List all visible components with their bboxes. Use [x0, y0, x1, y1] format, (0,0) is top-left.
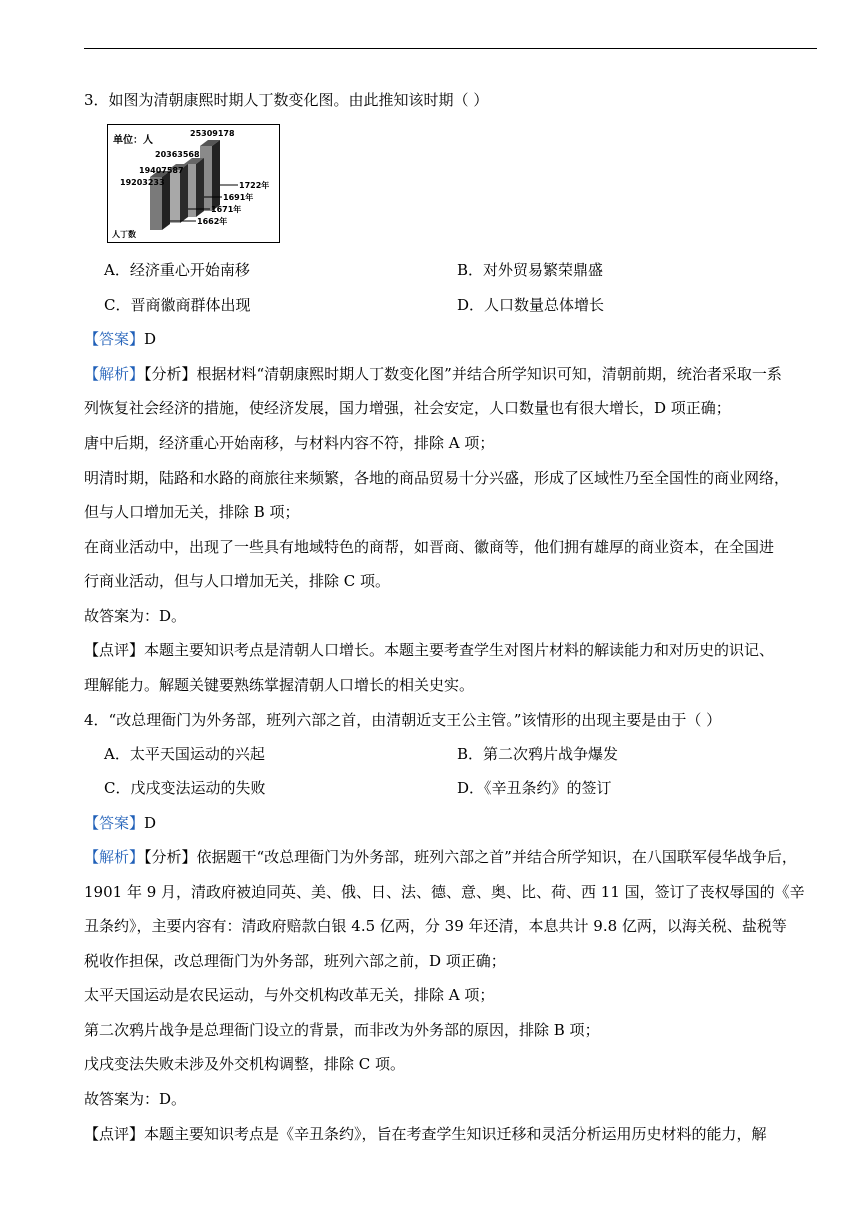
q4-analysis-line-4: 税收作担保，改总理衙门为外务部，班列六部之前，D 项正确； [84, 952, 506, 970]
year-1691: 1691年 [223, 193, 254, 202]
q3-option-b[interactable]: B．对外贸易繁荣鼎盛 [457, 261, 604, 279]
q4-answer [84, 813, 156, 833]
analysis-tag: 【解析】 [84, 848, 145, 866]
q4-option-d[interactable]: D．《辛丑条约》的签订 [457, 779, 612, 797]
q4-analysis-line-5: 太平天国运动是农民运动，与外交机构改革无关，排除 A 项； [84, 986, 495, 1004]
year-1662: 1662年 [197, 217, 228, 226]
q3-analysis-line-2: 列恢复社会经济的措施，使经济发展，国力增强，社会安定，人口数量也有很大增长，D 项正确； [84, 399, 731, 417]
q4-analysis-line-3: 丑条约》，主要内容有：清政府赔款白银 4.5 亿两，分 39 年还清，本息共计 9.8 亿两，以海关税、盐税等 [84, 917, 787, 935]
q3-analysis-line-7: 行商业活动，但与人口增加无关，排除 C 项。 [84, 572, 391, 590]
q3-answer [84, 329, 156, 349]
year-1722: 1722年 [239, 181, 270, 190]
answer-value: D [144, 814, 157, 832]
q3-option-a[interactable]: A．经济重心开始南移 [104, 261, 250, 279]
q4-analysis-line-6: 第二次鸦片战争是总理衙门设立的背景，而非改为外务部的原因，排除 B 项； [84, 1021, 600, 1039]
q3-analysis-line-3: 唐中后期，经济重心开始南移，与材料内容不符，排除 A 项； [84, 434, 495, 452]
q4-option-b[interactable]: B．第二次鸦片战争爆发 [457, 745, 619, 763]
q3-analysis-line-5: 但与人口增加无关，排除 B 项； [84, 503, 300, 521]
figure-y-label: 人丁数 [112, 230, 136, 239]
q3-analysis-line-4: 明清时期，陆路和水路的商旅往来频繁，各地的商品贸易十分兴盛，形成了区域性乃至全国性的商业网络， [84, 469, 790, 487]
q3-analysis-line-8: 故答案为：D。 [84, 607, 187, 625]
q3-analysis-line-6: 在商业活动中，出现了一些具有地域特色的商帮，如晋商、徽商等，他们拥有雄厚的商业资本，在全国进 [84, 538, 775, 556]
q3-option-c[interactable]: C．晋商徽商群体出现 [104, 296, 251, 314]
q4-analysis-line-8: 故答案为：D。 [84, 1090, 187, 1108]
q3-comment-line-1: 【点评】本题主要知识考点是清朝人口增长。本题主要考查学生对图片材料的解读能力和对历史的识记、 [84, 641, 775, 659]
q4-analysis-line-2: 1901 年 9 月，清政府被迫同英、美、俄、日、法、德、意、奥、比、荷、西 11 国，签订了丧权辱国的《辛 [84, 883, 805, 901]
year-1671: 1671年 [211, 205, 242, 214]
value-1722: 25309178 [190, 129, 235, 138]
q4-option-a[interactable]: A．太平天国运动的兴起 [104, 745, 265, 763]
value-1662: 19203233 [120, 178, 165, 187]
figure-unit-label: 单位：人 [113, 135, 153, 146]
value-1691: 20363568 [155, 150, 200, 159]
q3-population-figure [107, 124, 280, 243]
q3-option-d[interactable]: D．人口数量总体增长 [457, 296, 605, 314]
q3-comment-line-2: 理解能力。解题关键要熟练掌握清朝人口增长的相关史实。 [84, 676, 475, 694]
q4-analysis-line-1: 【解析】【分析】依据题干“改总理衙门为外务部，班列六部之首”并结合所学知识，在八国联军侵华战争后， [84, 848, 797, 866]
value-1671: 19407587 [139, 166, 184, 175]
q3-stem: 3．如图为清朝康熙时期人丁数变化图。由此推知该时期（ ） [84, 91, 489, 109]
analysis-tag: 【解析】 [84, 365, 145, 383]
answer-tag: 【答案】 [84, 330, 145, 348]
q4-stem: 4．“改总理衙门为外务部，班列六部之首，由清朝近支王公主管。”该情形的出现主要是由于（ ） [84, 711, 722, 729]
q3-analysis-line-1: 【解析】【分析】根据材料“清朝康熙时期人丁数变化图”并结合所学知识可知，清朝前期，统治者采取一系 [84, 365, 782, 383]
answer-tag: 【答案】 [84, 814, 145, 832]
q4-option-c[interactable]: C．戊戌变法运动的失败 [104, 779, 266, 797]
q4-analysis-line-7: 戊戌变法失败未涉及外交机构调整，排除 C 项。 [84, 1055, 406, 1073]
q4-comment-line-1: 【点评】本题主要知识考点是《辛丑条约》，旨在考查学生知识迁移和灵活分析运用历史材料的能力，解 [84, 1125, 767, 1143]
answer-value: D [144, 330, 157, 348]
header-rule [84, 48, 817, 49]
comment-tag: 【点评】 [84, 641, 145, 659]
comment-tag: 【点评】 [84, 1125, 145, 1143]
